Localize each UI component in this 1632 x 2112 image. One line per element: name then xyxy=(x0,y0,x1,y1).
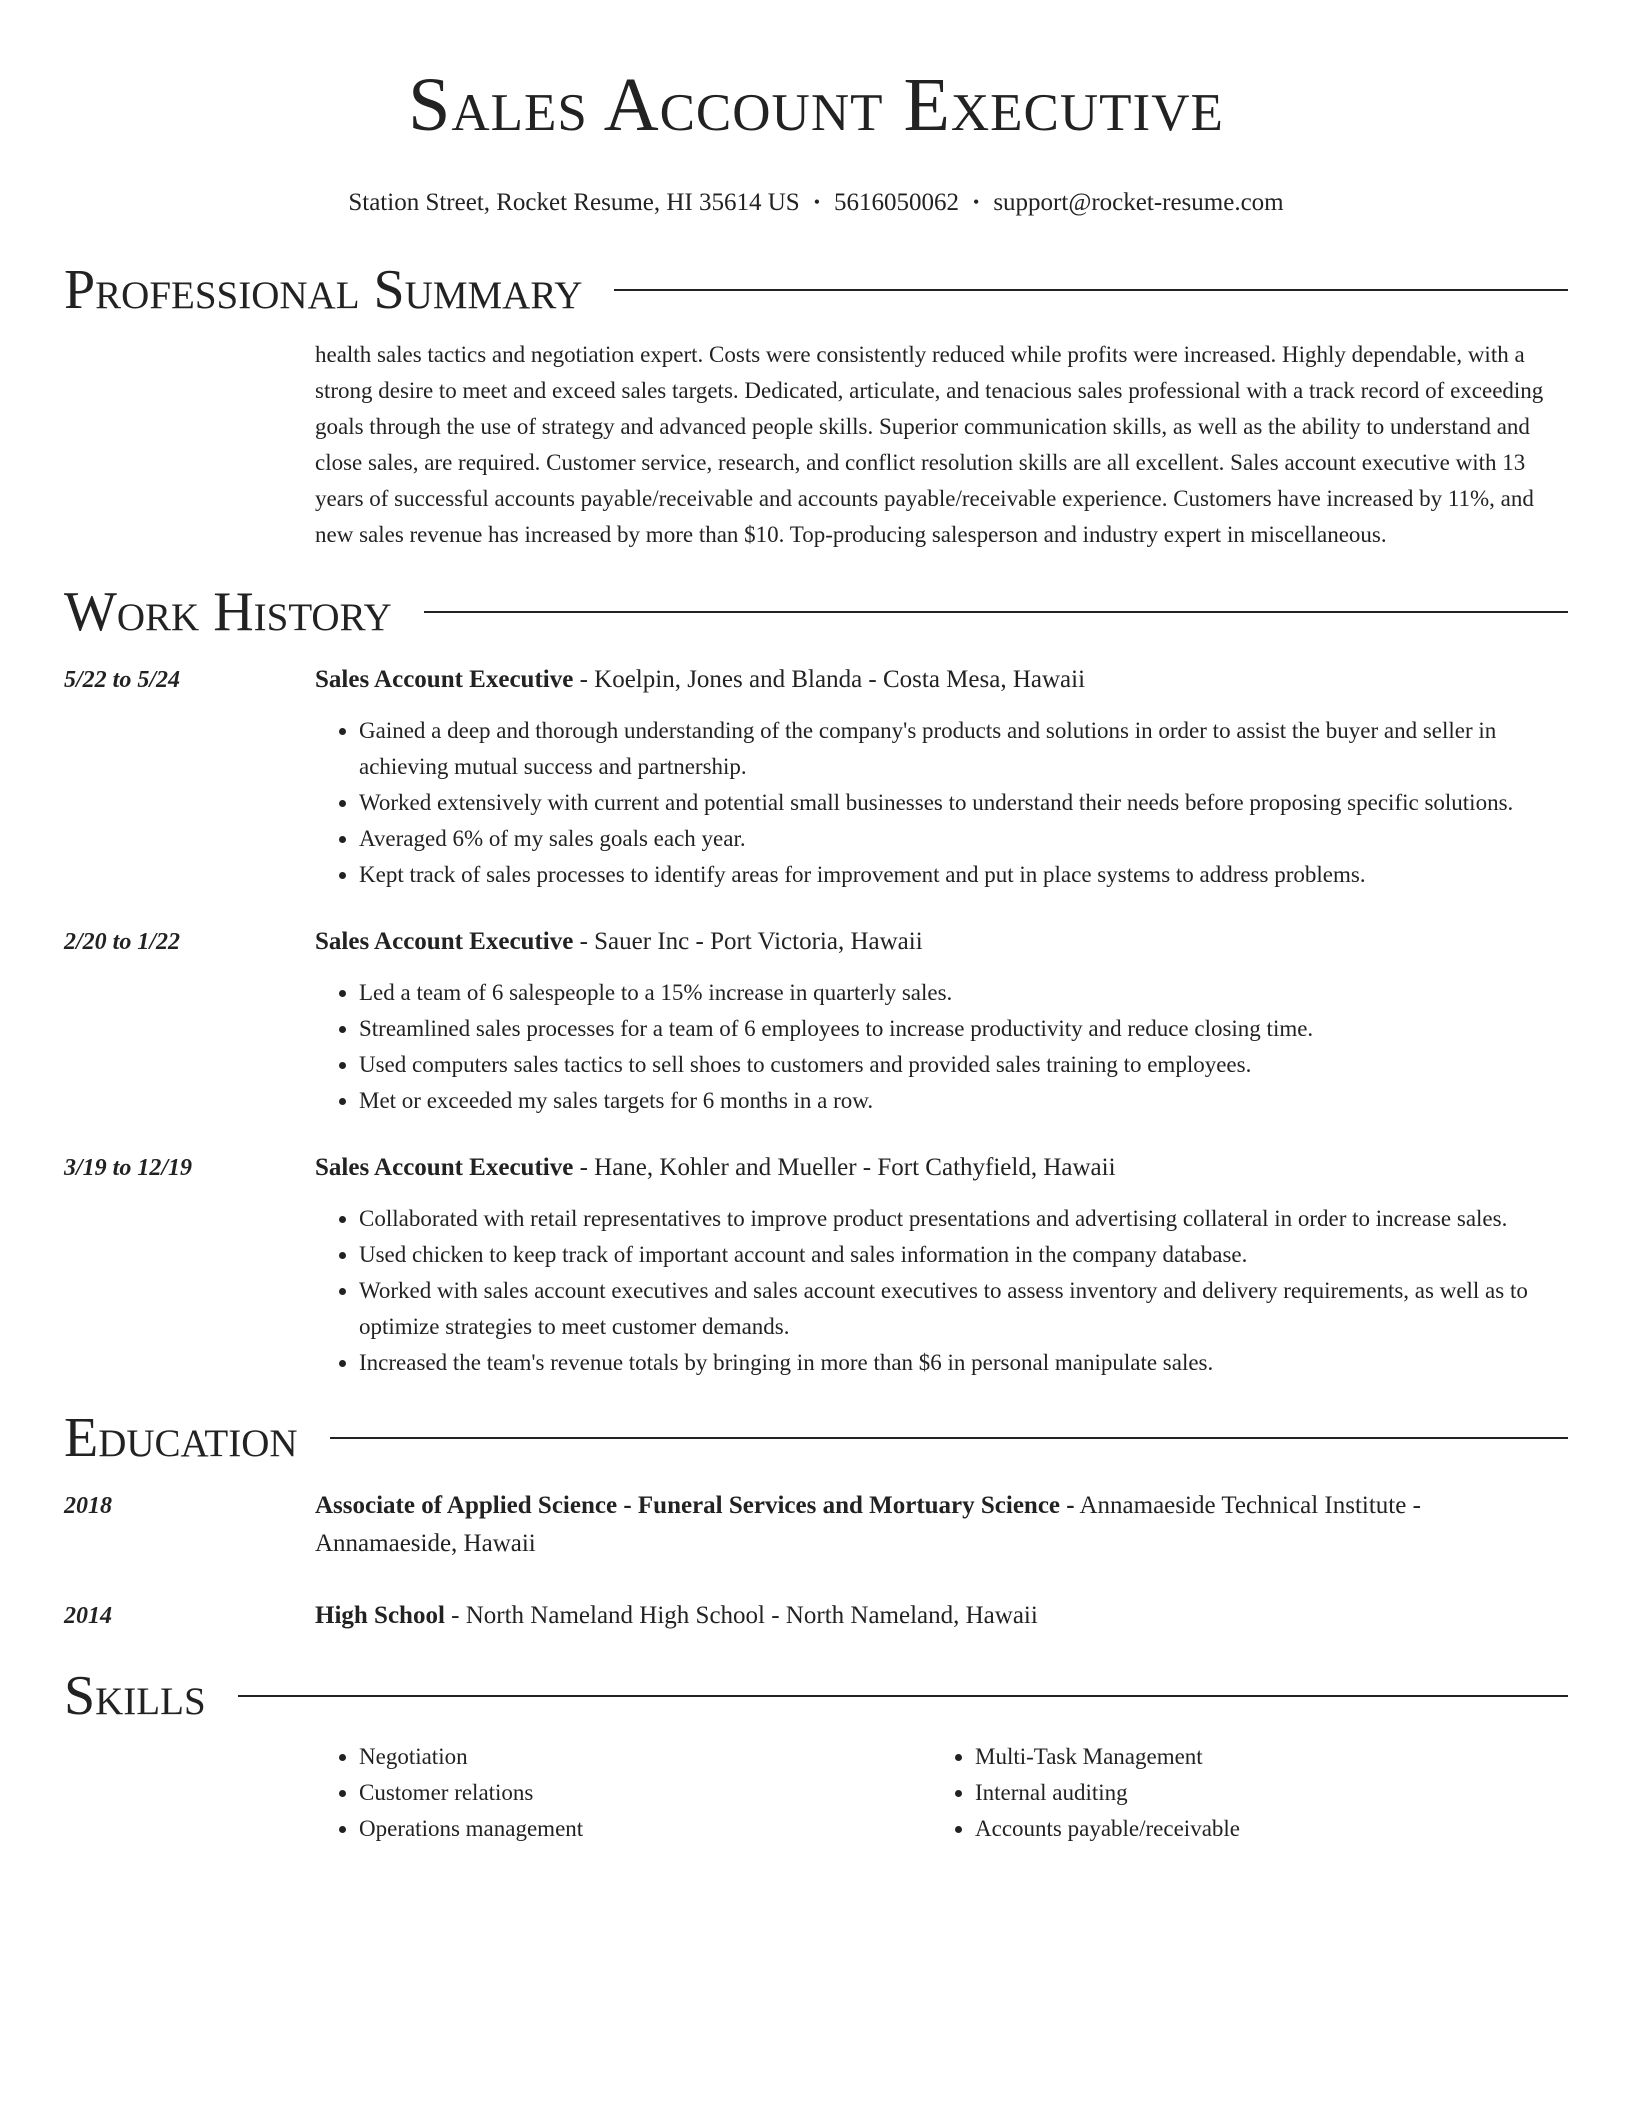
work-dates: 3/19 to 12/19 xyxy=(64,1155,193,1181)
work-section-title: Work History xyxy=(64,581,424,643)
skill-item: • Accounts payable/receivable xyxy=(975,1811,1547,1847)
education-section-title: Education xyxy=(64,1407,330,1469)
contact-email: support@rocket-resume.com xyxy=(993,189,1284,216)
resume-name: Sales Account Executive xyxy=(408,63,1224,147)
job-title: Sales Account Executive xyxy=(315,1154,574,1181)
summary-text: health sales tactics and negotiation expert. Costs were consistently reduced while profits were increased. Highly dependable, with a strong desire to meet and exceed sales targets. Dedicated, articulate, and tenacious sales professional with a track record of exceeding goals through the use of strategy and advanced people skills. Superior communication skills, as well as the ability to understand and close sales, are required. Customer service, research, and conflict resolution skills are all excellent. Sales account executive with 13 years of successful accounts payable/receivable and accounts payable/receivable experience. Customers have increased by 11%, and new sales revenue has increased by more than $10. Top-producing salesperson and industry expert in miscellaneous. xyxy=(315,342,1544,547)
job-bullet: • Gained a deep and thorough understanding of the company's products and solutions in order to assist the buyer and seller in achieving mutual success and partnership. xyxy=(359,713,1568,785)
education-entry-body xyxy=(315,1597,1568,1635)
job-bullet: • Worked with sales account executives and sales account executives to assess inventory and delivery requirements, as well as to optimize strategies to meet customer demands. xyxy=(359,1273,1568,1345)
job-bullet: • Streamlined sales processes for a team of 6 employees to increase productivity and reduce closing time. xyxy=(359,1011,1568,1047)
job-title: Sales Account Executive xyxy=(315,928,574,955)
work-title-line xyxy=(315,1149,1568,1187)
education-section-header xyxy=(64,1407,1568,1469)
work-dates: 2/20 to 1/22 xyxy=(64,929,181,955)
work-dates: 5/22 to 5/24 xyxy=(64,667,181,693)
contact-line xyxy=(64,186,1568,219)
skill-item: • Multi-Task Management xyxy=(975,1739,1547,1775)
contact-separator: • xyxy=(813,192,821,212)
job-bullets xyxy=(315,975,1568,1119)
job-bullet: • Increased the team's revenue totals by bringing in more than $6 in personal manipulate sales. xyxy=(359,1345,1568,1381)
education-details: Annamaeside Technical Institute - Annamaeside, Hawaii xyxy=(315,1492,1421,1557)
skills-column-right xyxy=(931,1739,1547,1847)
education-year: 2014 xyxy=(64,1603,112,1629)
work-section-header xyxy=(64,581,1568,643)
job-bullet: • Collaborated with retail representatives to improve product presentations and advertising collateral in order to increase sales. xyxy=(359,1201,1568,1237)
job-bullet: • Kept track of sales processes to identify areas for improvement and put in place systems to address problems. xyxy=(359,857,1568,893)
skill-item: • Negotiation xyxy=(359,1739,931,1775)
skill-item: • Internal auditing xyxy=(975,1775,1547,1811)
education-year: 2018 xyxy=(64,1493,112,1519)
job-title: Sales Account Executive xyxy=(315,666,574,693)
education-title-line xyxy=(315,1487,1568,1563)
skills-column-left xyxy=(315,1739,931,1847)
education-title-line xyxy=(315,1597,1568,1635)
education-entry xyxy=(64,1487,1568,1563)
job-bullets xyxy=(315,1201,1568,1381)
job-bullet: • Used chicken to keep track of important account and sales information in the company database. xyxy=(359,1237,1568,1273)
job-bullet: • Led a team of 6 salespeople to a 15% increase in quarterly sales. xyxy=(359,975,1568,1011)
skill-item: • Customer relations xyxy=(359,1775,931,1811)
skills-grid xyxy=(315,1739,1568,1847)
education-details: - North Nameland High School - North Nameland, Hawaii xyxy=(444,1602,1038,1629)
work-entry-body xyxy=(315,923,1568,1119)
contact-phone: 5616050062 xyxy=(834,189,960,216)
job-bullet: • Worked extensively with current and potential small businesses to understand their needs before proposing specific solutions. xyxy=(359,785,1568,821)
job-bullet: • Averaged 6% of my sales goals each year. xyxy=(359,821,1568,857)
work-entry-body xyxy=(315,661,1568,893)
work-entry-body xyxy=(315,1149,1568,1381)
work-entry xyxy=(64,1149,1568,1381)
job-bullet: • Met or exceeded my sales targets for 6 months in a row. xyxy=(359,1083,1568,1119)
education-degree: High School xyxy=(315,1602,445,1629)
job-details: - Sauer Inc - Port Victoria, Hawaii xyxy=(573,928,923,955)
contact-separator: • xyxy=(973,192,980,212)
contact-address: Station Street, Rocket Resume, HI 35614 US xyxy=(348,189,800,216)
job-details: - Hane, Kohler and Mueller - Fort Cathyfield, Hawaii xyxy=(573,1154,1116,1181)
education-entry xyxy=(64,1597,1568,1635)
job-bullets xyxy=(315,713,1568,893)
education-list xyxy=(64,1487,1568,1635)
work-entry xyxy=(64,923,1568,1119)
skill-item: • Operations management xyxy=(359,1811,931,1847)
summary-section-header xyxy=(64,259,1568,321)
education-degree: Associate of Applied Science - Funeral Services and Mortuary Science - xyxy=(315,1492,1075,1519)
skills-section-header xyxy=(64,1665,1568,1727)
work-title-line xyxy=(315,923,1568,961)
job-bullet: • Used computers sales tactics to sell shoes to customers and provided sales training to employees. xyxy=(359,1047,1568,1083)
skills-section-title: Skills xyxy=(64,1665,238,1727)
education-entry-body xyxy=(315,1487,1568,1563)
work-history-list xyxy=(64,661,1568,1381)
summary-section-title: Professional Summary xyxy=(64,259,614,321)
job-details: - Koelpin, Jones and Blanda - Costa Mesa, Hawaii xyxy=(573,666,1086,693)
work-entry xyxy=(64,661,1568,893)
work-title-line xyxy=(315,661,1568,699)
resume-page xyxy=(64,0,1568,1847)
section-divider xyxy=(64,1695,1568,1697)
